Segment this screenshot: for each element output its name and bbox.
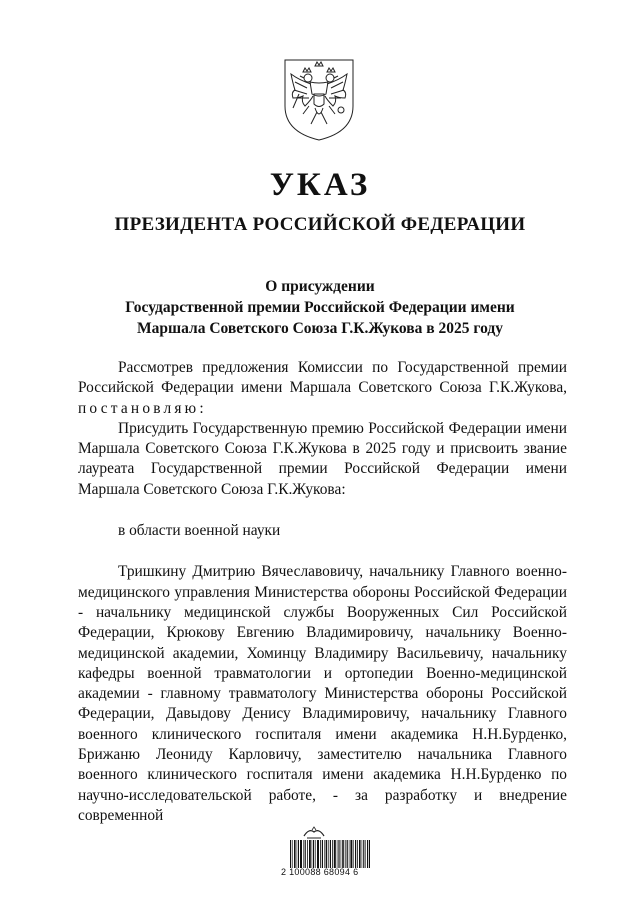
heading-line: Маршала Советского Союза Г.К.Жукова в 2025 году [137, 320, 503, 337]
coat-of-arms-icon [281, 54, 357, 142]
paragraph-award: Присудить Государственную премию Российской Федерации имени Маршала Советского Союза Г.К.Жукова в 2025 году и присвоить звание лауреата Государственной премии Российской Федерации имени Маршала Советского Союза Г.К.Жукова: [78, 419, 567, 498]
decree-body [78, 358, 567, 826]
decree-heading [60, 276, 580, 339]
preamble-text: Рассмотрев предложения Комиссии по Государственной премии Российской Федерации имени Маршала Советского Союза Г.К.Жукова, [78, 359, 567, 397]
resolve-word: постановляю [78, 399, 200, 417]
paragraph-preamble [78, 358, 567, 419]
document-subtitle: ПРЕЗИДЕНТА РОССИЙСКОЙ ФЕДЕРАЦИИ [114, 214, 526, 235]
section-heading: в области военной науки [118, 522, 281, 540]
document-title: УКАЗ [269, 167, 371, 203]
preamble-colon: : [199, 399, 204, 417]
barcode-number: 2 100088 68094 6 [281, 867, 359, 877]
paragraph-laureates: Тришкину Дмитрию Вячеславовичу, начальнику Главного военно-медицинского управления Министерства обороны Российской Федерации - начальнику медицинской службы Вооруженных Сил Российской Федерации, Крюкову Евгению Владимировичу, начальнику Военно-медицинской академии, Хоминцу Владимиру Васильевичу, начальнику кафедры военной травматологии и ортопедии Военно-медицинской академии - главному травматологу Министерства обороны Российской Федерации, Давыдову Денису Владимировичу, начальнику Главного военного клинического госпиталя имени академика Н.Н.Бурденко, Брижаню Леониду Карловичу, заместителю начальника Главного военного клинического госпиталя имени академика Н.Н.Бурденко по научно-исследовательской работе, - за разработку и внедрение современной [78, 563, 567, 824]
barcode-icon [290, 840, 370, 868]
printing-mark-icon [301, 826, 327, 840]
heading-line: Государственной премии Российской Федерации имени [125, 299, 515, 316]
heading-line: О присуждении [265, 278, 375, 295]
